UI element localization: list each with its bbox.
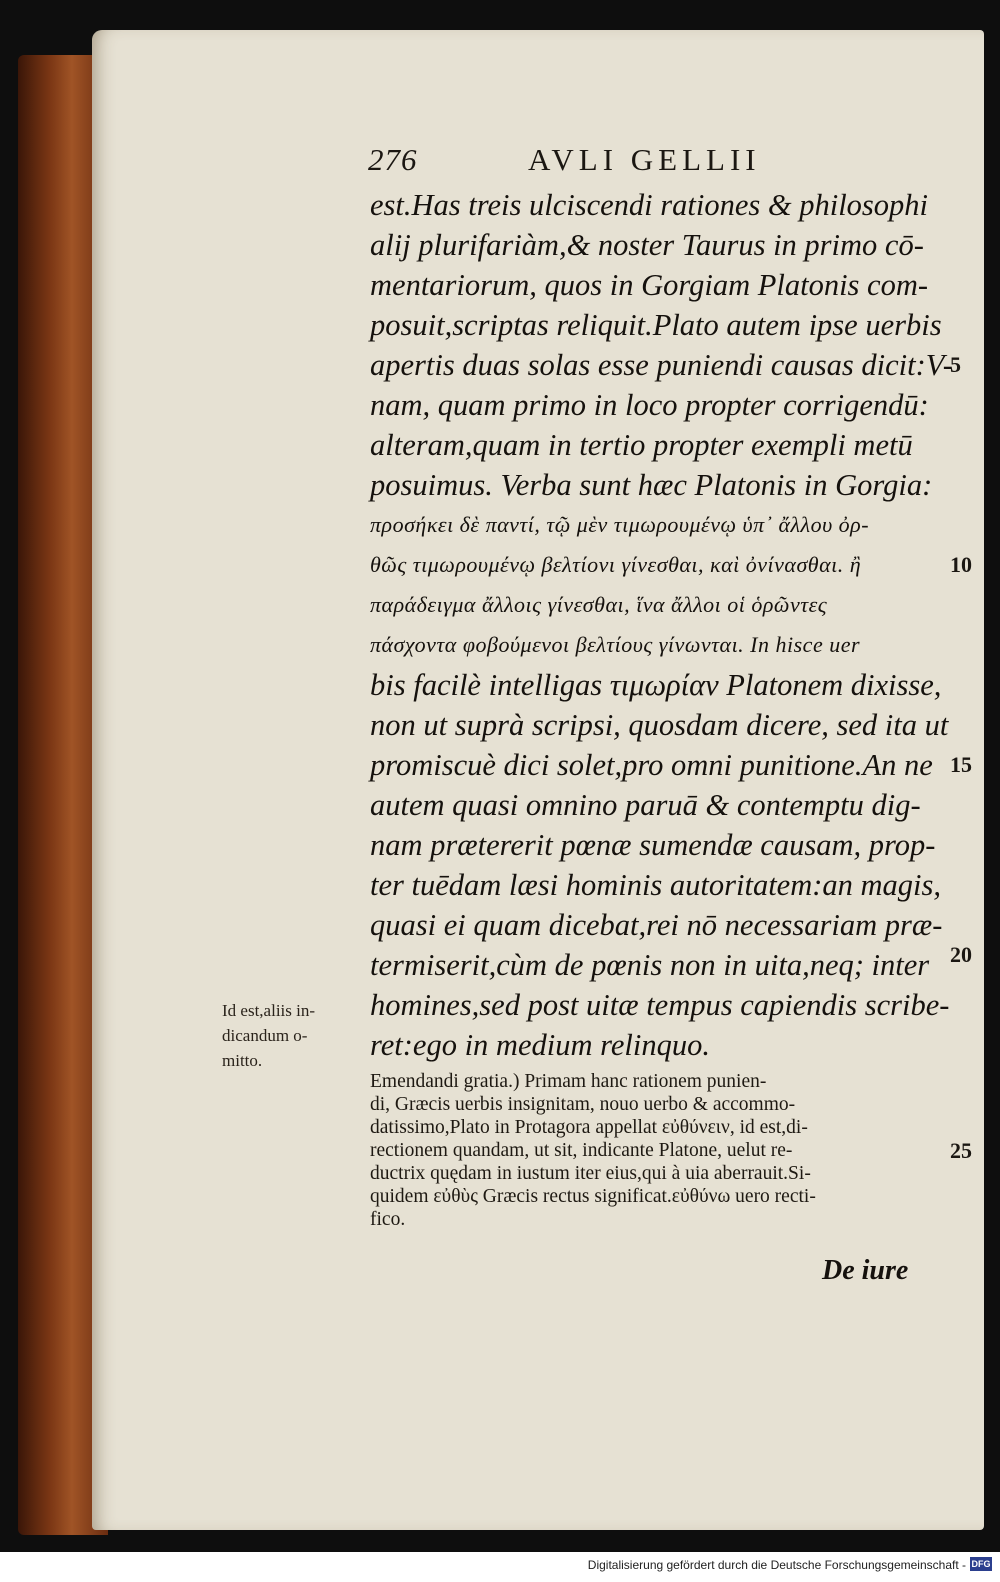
text-line: autem quasi omnino paruā & contemptu dig- bbox=[370, 788, 921, 822]
text-line: alteram,quam in tertio propter exempli metū bbox=[370, 428, 913, 462]
greek-line: παράδειγμα ἄλλοις γίνεσθαι, ἵνα ἄλλοι οἱ ὁρῶντες bbox=[370, 592, 828, 617]
line-number: 20 bbox=[950, 942, 972, 967]
greek-line: πάσχοντα φοβούμενοι βελτίους γίνωνται. In hisce uer bbox=[370, 632, 861, 657]
text-line: posuimus. Verba sunt hæc Platonis in Gorgia: bbox=[370, 468, 933, 502]
text-line: promiscuè dici solet,pro omni punitione.An ne bbox=[370, 748, 933, 782]
note-line: di, Græcis uerbis insignitam, nouo uerbo & accommo- bbox=[370, 1094, 796, 1115]
text-line: termiserit,cùm de pœnis non in uita,neq; inter bbox=[370, 948, 930, 982]
text-line: mentariorum, quos in Gorgiam Platonis com- bbox=[370, 268, 929, 302]
greek-line: προσήκει δὲ παντί, τῷ μὲν τιμωρουμένῳ ὑπ᾽ ἄλλου ὀρ- bbox=[370, 512, 870, 537]
line-number: 5 bbox=[950, 352, 961, 377]
line-number: 15 bbox=[950, 752, 972, 777]
text-line: apertis duas solas esse puniendi causas dicit:V- bbox=[370, 348, 953, 382]
note-line: ductrix quędam in iustum iter eius,qui à uia aberrauit.Si- bbox=[370, 1163, 811, 1184]
footer-credit: Digitalisierung gefördert durch die Deutsche Forschungsgemeinschaft - bbox=[587, 1558, 966, 1572]
margin-note-line: Id est,aliis in- bbox=[222, 1001, 316, 1020]
margin-note bbox=[222, 998, 362, 1073]
main-text bbox=[370, 185, 953, 1065]
page-header bbox=[368, 142, 828, 182]
text-line: alij plurifariàm,& noster Taurus in primo cō- bbox=[370, 228, 924, 262]
greek-line: θῶς τιμωρουμένῳ βελτίονι γίνεσθαι, καὶ ὀνίνασθαι. ἢ bbox=[370, 552, 862, 577]
text-line: nam, quam primo in loco propter corrigendū: bbox=[370, 388, 929, 422]
note-line: rectionem quandam, ut sit, indicante Platone, uelut re- bbox=[370, 1140, 793, 1161]
text-line: quasi ei quam dicebat,rei nō necessariam præ- bbox=[370, 908, 943, 942]
note-line: quidem εὐθὺς Græcis rectus significat.εὐθύνω uero recti- bbox=[370, 1186, 816, 1207]
line-number: 10 bbox=[950, 552, 972, 577]
line-number: 25 bbox=[950, 1138, 972, 1163]
text-line: posuit,scriptas reliquit.Plato autem ipse uerbis bbox=[370, 308, 942, 342]
text-line: nam prætererit pœnæ sumendæ causam, prop- bbox=[370, 828, 936, 862]
text-line: est.Has treis ulciscendi rationes & philosophi bbox=[370, 188, 929, 222]
text-line: bis facilè intelligas τιμωρίαν Platonem dixisse, bbox=[370, 668, 942, 702]
running-title: AVLI GELLII bbox=[528, 142, 761, 177]
text-line: non ut suprà scripsi, quosdam dicere, sed ita ut bbox=[370, 708, 949, 742]
page-number: 276 bbox=[368, 142, 418, 177]
text-line: ret:ego in medium relinquo. bbox=[370, 1028, 710, 1062]
commentary-note bbox=[370, 1070, 950, 1231]
dfg-logo: DFG bbox=[971, 1559, 991, 1569]
note-line: datissimo,Plato in Protagora appellat εὐθύνειν, id est,di- bbox=[370, 1117, 808, 1138]
catchword: De iure bbox=[822, 1255, 909, 1286]
text-line: homines,sed post uitæ tempus capiendis scribe- bbox=[370, 988, 950, 1022]
note-line: fico. bbox=[370, 1209, 406, 1230]
note-line: Emendandi gratia.) Primam hanc rationem punien- bbox=[370, 1071, 767, 1092]
margin-note-line: mitto. bbox=[222, 1051, 263, 1070]
text-line: ter tuēdam læsi hominis autoritatem:an magis, bbox=[370, 868, 942, 902]
margin-note-line: dicandum o- bbox=[222, 1026, 308, 1045]
